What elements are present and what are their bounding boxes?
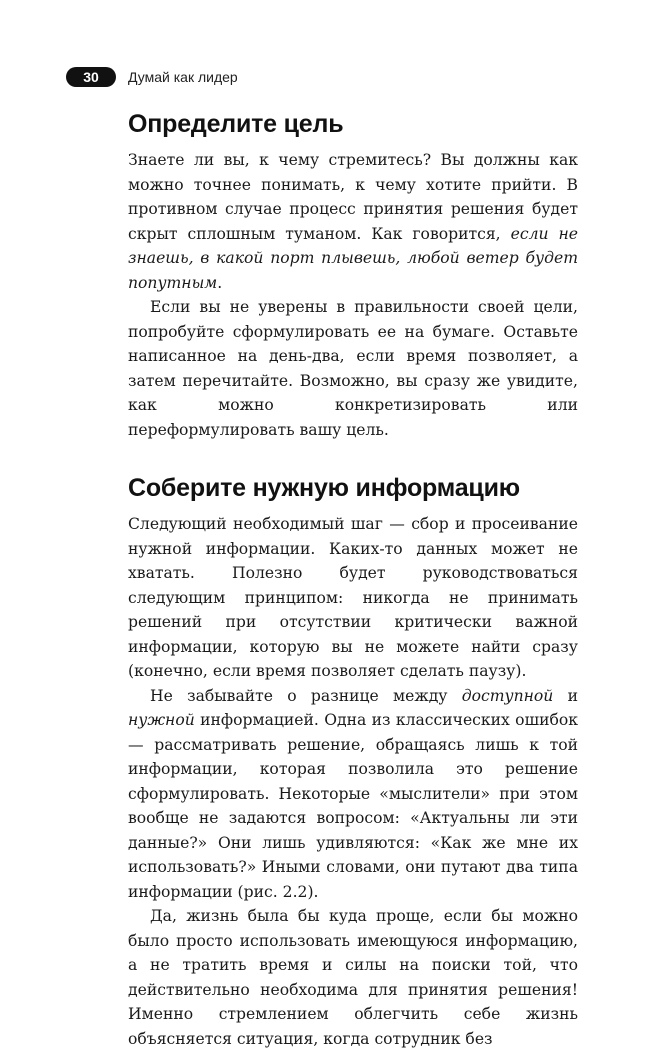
italic-word: доступной [461, 686, 554, 705]
italic-word: нужной [128, 711, 195, 729]
text-run: информацией. Одна из классических ошибок — рассматривать решение, обращаясь лишь к той информации, которая позволила это решение сформулировать. Некоторые «мыслители» при этом вообще не задаются вопросом: «Актуальны ли эти данные?» Они лишь удивляются: «Как же мне их использовать?» Иными словами, они путают два типа информации (рис. 2.2). [128, 711, 578, 901]
paragraph [128, 684, 578, 905]
section-goal [128, 148, 578, 442]
text-run: Не забывайте о разнице между [150, 686, 462, 705]
paragraph: Если вы не уверены в правильности своей цели, попробуйте сформулировать ее на бумаге. Оставьте написанное на день-два, если время позволяет, а затем перечитайте. Возможно, вы сразу же увидите, как можно конкретизировать или переформулировать вашу цель. [128, 298, 578, 439]
section-heading-goal: Определите цель [128, 110, 344, 138]
text-run: и [553, 686, 578, 705]
text-run: . [217, 273, 223, 292]
running-title: Думай как лидер [128, 69, 238, 85]
text-run: Знаете ли вы, к чему стремитесь? Вы должны как можно точнее понимать, к чему хотите прийти. В противном случае процесс принятия решения будет скрыт сплошным туманом. Как говорится, [128, 151, 578, 243]
running-header [66, 66, 238, 88]
italic-phrase: если не знаешь, в какой порт плывешь, любой ветер будет попутным [128, 224, 578, 292]
section-information [128, 512, 578, 1051]
paragraph: Следующий необходимый шаг — сбор и просеивание нужной информации. Каких-то данных может не хватать. Полезно будет руководствоваться следующим принципом: никогда не принимать решений при отсутствии критически важной информации, которую вы не можете найти сразу (конечно, если время позволяет сделать паузу). [128, 515, 578, 680]
paragraph [128, 148, 578, 295]
page-body [128, 108, 578, 1051]
page-number: 30 [66, 67, 116, 87]
paragraph: Да, жизнь была бы куда проще, если бы можно было просто использовать имеющуюся информацию, а не тратить время и силы на поиски той, что действительно необходима для принятия решения! Именно стремлением облегчить себе жизнь объясняется ситуация, когда сотрудник без [128, 907, 578, 1048]
section-heading-information: Соберите нужную информацию [128, 474, 520, 502]
